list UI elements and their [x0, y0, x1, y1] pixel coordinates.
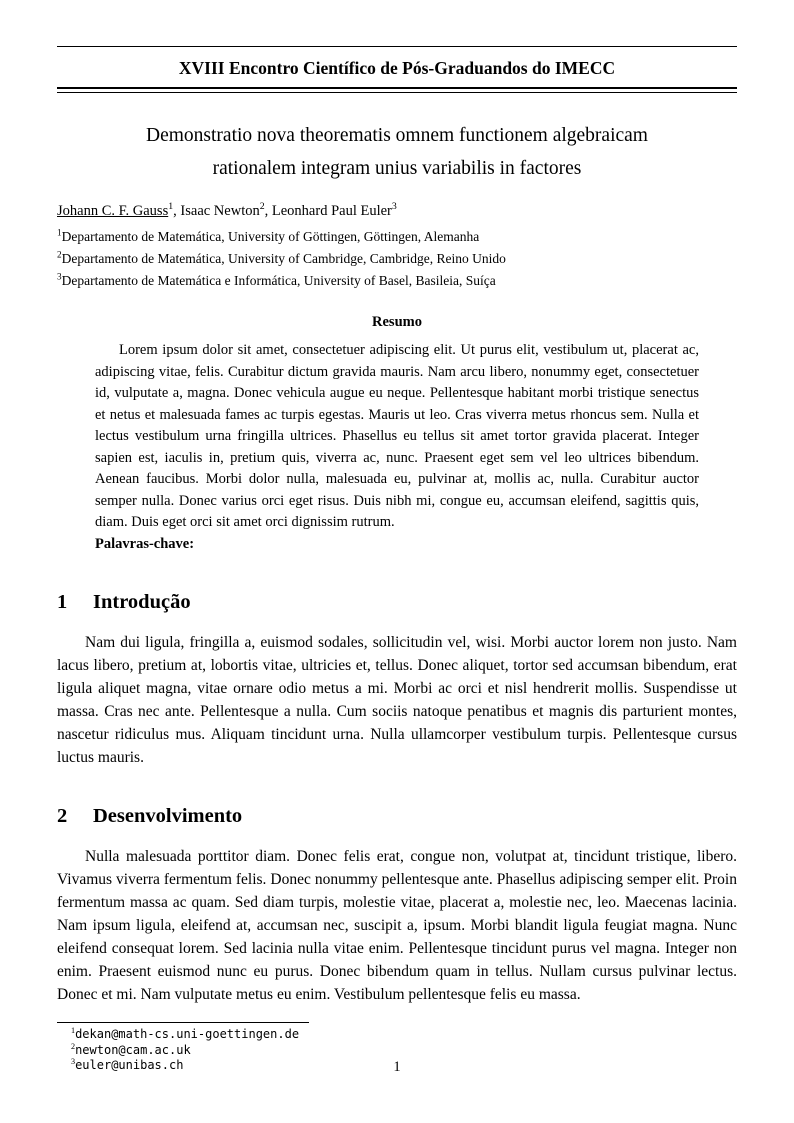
- header-rule-top: [57, 46, 737, 47]
- footnote-sup-3: 3: [71, 1057, 76, 1066]
- author-name-3: , Leonhard Paul Euler: [264, 203, 392, 219]
- section-heading-2: [57, 803, 737, 829]
- author-sup-1: 1: [168, 201, 174, 213]
- affiliation-2: [57, 248, 737, 270]
- section-title-2: Desenvolvimento: [93, 805, 243, 827]
- section-paragraph-1: Nam dui ligula, fringilla a, euismod sodales, sollicitudin vel, wisi. Morbi auctor lorem non justo. Nam lacus libero, pretium at, lobortis vitae, ultricies et, tellus. Donec aliquet, tortor sed accumsan bibendum, erat ligula aliquet magna, vitae ornare odio metus a mi. Morbi ac orci et nisl hendrerit mollis. Suspendisse ut massa. Cras nec ante. Pellentesque a nulla. Cum sociis natoque penatibus et magnis dis parturient montes, nascetur ridiculus mus. Aliquam tincidunt urna. Nulla ullamcorper vestibulum turpis. Pellentesque cursus luctus mauris.: [57, 634, 737, 766]
- footnote-email-1: dekan@math-cs.uni-goettingen.de: [75, 1027, 300, 1041]
- affiliation-sup-3: 3: [57, 271, 62, 282]
- footnote-2: [57, 1043, 737, 1059]
- keywords-label: Palavras-chave:: [95, 535, 195, 552]
- section-paragraph-2: Nulla malesuada porttitor diam. Donec felis erat, congue non, volutpat at, tincidunt tristique, libero. Vivamus viverra fermentum felis. Donec nonummy pellentesque ante. Phasellus adipiscing semper elit. Proin fermentum massa ac quam. Sed diam turpis, molestie vitae, placerat a, molestie nec, leo. Maecenas lacinia. Nam ipsum ligula, eleifend at, accumsan nec, suscipit a, ipsum. Morbi blandit ligula feugiat magna. Nunc eleifend consequat lorem. Sed lacinia nulla vitae enim. Pellentesque tincidunt purus vel magna. Integer non enim. Praesent euismod nunc eu purus. Donec bibendum quam in tellus. Nullam cursus pulvinar lectus. Donec et mi. Nam vulputate metus eu enim. Vestibulum pellentesque felis eu massa.: [57, 848, 737, 1003]
- page-number: 1: [393, 1059, 401, 1075]
- section-number-1: 1: [57, 591, 68, 613]
- footnote-rule: [57, 1022, 309, 1023]
- authors-line: [57, 201, 737, 222]
- author-sup-2: 2: [259, 201, 265, 213]
- author-name-1: Johann C. F. Gauss: [57, 203, 169, 219]
- running-head-title: XVIII Encontro Científico de Pós-Graduandos do IMECC: [178, 58, 616, 78]
- affiliation-text-2: Departamento de Matemática, University of Cambridge, Cambridge, Reino Unido: [61, 251, 506, 266]
- footnote-1: [57, 1027, 737, 1043]
- affiliation-text-1: Departamento de Matemática, University of Göttingen, Göttingen, Alemanha: [61, 229, 480, 244]
- affiliation-sup-2: 2: [57, 249, 62, 260]
- author-sup-3: 3: [391, 201, 397, 213]
- abstract-text: Lorem ipsum dolor sit amet, consectetuer adipiscing elit. Ut purus elit, vestibulum ut, placerat ac, adipiscing vitae, felis. Curabitur dictum gravida mauris. Nam arcu libero, nonummy eget, consectetuer id, vulputate a, magna. Donec vehicula augue eu neque. Pellentesque habitant morbi tristique senectus et netus et malesuada fames ac turpis egestas. Mauris ut leo. Cras viverra metus rhoncus sem. Nulla et lectus vestibulum urna fringilla ultrices. Phasellus eu tellus sit amet tortor gravida placerat. Integer sapien est, iaculis in, pretium quis, viverra ac, nunc. Praesent eget sem vel leo ultrices bibendum. Aenean faucibus. Morbi dolor nulla, malesuada eu, pulvinar at, mollis ac, nulla. Curabitur auctor semper nulla. Donec varius orci eget risus. Duis nibh mi, congue eu, accumsan eleifend, sagittis quis, diam. Duis eget orci sit amet orci dignissim rutrum.: [95, 342, 699, 530]
- abstract-heading: Resumo: [372, 314, 422, 330]
- footnote-sup-2: 2: [71, 1041, 76, 1051]
- section-title-1: Introdução: [93, 591, 191, 613]
- affiliation-3: [57, 270, 737, 292]
- author-name-2: , Isaac Newton: [173, 203, 260, 219]
- page-content: [57, 46, 737, 1074]
- paper-title: [57, 119, 737, 185]
- header-rule-double: [57, 87, 737, 93]
- abstract-block: [95, 340, 699, 555]
- affiliation-sup-1: 1: [57, 227, 62, 238]
- paper-title-line1: Demonstratio nova theorematis omnem functionem algebraicam: [146, 125, 648, 146]
- footnote-sup-1: 1: [71, 1026, 76, 1035]
- footnote-email-2: newton@cam.ac.uk: [75, 1042, 191, 1057]
- footnote-email-3: euler@unibas.ch: [75, 1058, 184, 1072]
- affiliation-1: [57, 226, 737, 248]
- affiliations: [57, 226, 737, 292]
- section-heading-1: [57, 589, 737, 615]
- paper-title-line2: rationalem integram unius variabilis in factores: [212, 158, 582, 179]
- section-number-2: 2: [57, 805, 68, 827]
- affiliation-text-3: Departamento de Matemática e Informática, University of Basel, Basileia, Suíça: [61, 273, 496, 288]
